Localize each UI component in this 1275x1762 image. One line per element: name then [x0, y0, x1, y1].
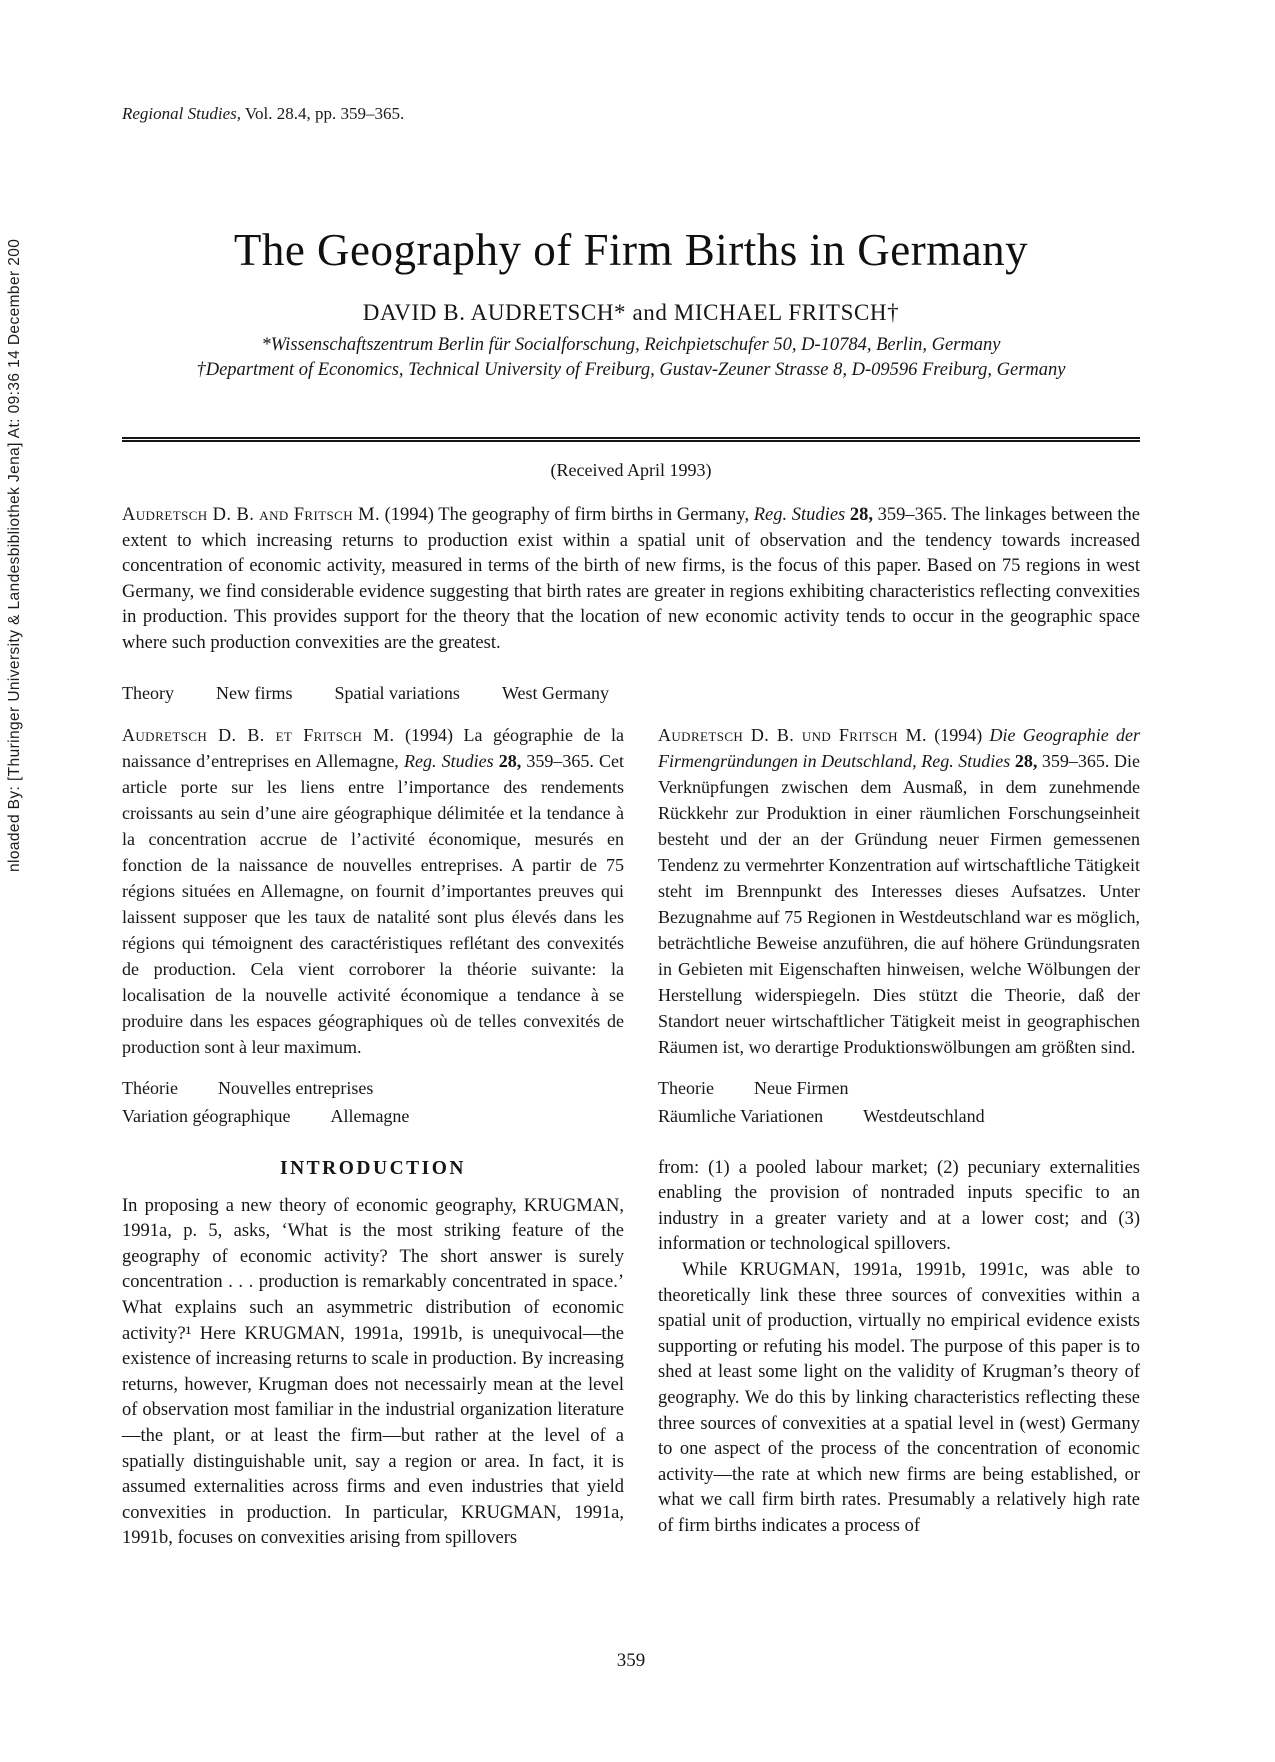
introduction-paragraph-right-2: While KRUGMAN, 1991a, 1991b, 1991c, was able to theoretically link these three sources of convexities within a spatial unit of production, virtually no empirical evidence exists supporting or refuting his model. The purpose of this paper is to shed at least some light on the validity of Krugman’s theory of geography. We do this by linking characteristics reflecting these three sources of convexities at a spatial level in (west) Germany to one aspect of the process of the concentration of economic activity—the rate at which new firms are being established, or what we call firm birth rates. Presumably a relatively high rate of firm births indicates a process of — [658, 1259, 1140, 1536]
abstract-german-journal: Reg. Studies — [921, 750, 1011, 771]
page-number: 359 — [616, 1650, 646, 1671]
abstract-french-cite: (1994) La géographie de la naissance d’entreprises en Allemagne, — [122, 724, 624, 771]
abstract-german-cite: (1994) — [926, 724, 990, 745]
translated-abstracts — [122, 722, 1140, 1130]
abstract-english-body: 359–365. The linkages between the extent to which increasing returns to production exist within a spatial unit of observation and the tendency towards increased concentration of economic activity, measured in terms of the birth of new firms, is the focus of this paper. Based on 75 regions in west Germany, we find considerable evidence suggesting that birth rates are greater in regions exhibiting characteristics reflecting convexities in production. This provides support for the theory that the location of new economic activity tends to occur in the geographic space where such production convexities are the greatest. — [122, 505, 1140, 653]
abstract-french-body: 359–365. Cet article porte sur les liens entre l’importance des rendements croissants au sein d’une aire géographique délimitée et la tendance à la concentration accrue de l’activité économique, mesurés en fonction de la naissance de nouvelles entreprises. A partir de 75 régions situées en Allemagne, on fournit d’importantes preuves qui laissent supposer que les taux de natalité sont plus élevés dans les régions qui témoignent des caractéristiques reflétant des convexités de production. Cela vient corroborer la théorie suivante: la localisation de la nouvelle activité économique a tendance à se produire dans les espaces géographiques où de telles convexités de production sont à leur maximum. — [122, 750, 624, 1057]
keywords-english — [122, 683, 1140, 704]
keyword: New firms — [215, 682, 293, 703]
keyword: Theory — [122, 682, 174, 703]
keyword: Nouvelles entreprises — [217, 1077, 374, 1098]
affiliation-1: *Wissenschaftszentrum Berlin für Socialforschung, Reichpietschufer 50, D-10784, Berlin, Germany — [261, 335, 1001, 355]
abstract-english-volume: 28, — [845, 505, 874, 525]
keyword: Westdeutschland — [863, 1105, 985, 1126]
keyword: Allemagne — [330, 1105, 410, 1126]
download-watermark: nloaded By: [Thuringer University & Landesbibliothek Jena] At: 09:36 14 December 200 — [6, 238, 23, 872]
abstract-german-title: Die Geographie der Firmengründungen in Deutschland, — [658, 724, 1140, 771]
received-date: (Received April 1993) — [550, 460, 712, 480]
introduction-right-column — [658, 1156, 1140, 1552]
abstract-english-authors: Audretsch D. B. and Fritsch M. — [122, 505, 380, 525]
journal-volume-pages: Vol. 28.4, pp. 359–365. — [240, 104, 405, 123]
journal-citation-line — [122, 104, 1140, 124]
abstract-german-body: 359–365. Die Verknüpfungen zwischen dem Ausmaß, in dem zunehmende Rückkehr zur Produktion in einer räumlichen Forschungseinheit besteht und der an der Gründung neuer Firmen gemessenen Tendenz zu vermehrter Konzentration auf wirtschaftliche Tätigkeit steht im Brennpunkt des Interesses dieses Aufsatzes. Unter Bezugnahme auf 75 Regionen in Westdeutschland war es möglich, beträchtliche Beweise anzuführen, die auf höhere Gründungsraten in Gebieten mit Eigenschaften hinweisen, welche Wölbungen der Herstellung widerspiegeln. Dies stützt die Theorie, daß der Standort neuer wirtschaftlicher Tätigkeit meist in geographischen Räumen ist, wo derartige Produktionswölbungen am größten sind. — [658, 750, 1140, 1057]
abstract-french-authors: Audretsch D. B. et Fritsch M. — [122, 724, 395, 745]
abstract-french-volume: 28, — [493, 750, 522, 771]
keyword: Théorie — [122, 1077, 178, 1098]
keywords-german-line2 — [658, 1102, 1140, 1130]
keyword: West Germany — [501, 682, 609, 703]
introduction-paragraph-left: In proposing a new theory of economic geography, KRUGMAN, 1991a, p. 5, asks, ‘What is the most striking feature of the geography of economic activity? The short answer is surely concentration . . . production is remarkably concentrated in space.’ What explains such an asymmetric distribution of economic activity?¹ Here KRUGMAN, 1991a, 1991b, is unequivocal—the existence of increasing returns to scale in production. By increasing returns, however, Krugman does not necessairly mean at the level of observation most familiar in the industrial organization literature—the plant, or at least the firm—but rather at the level of a spatially distinguishable unit, say a region or area. In fact, it is assumed externalities across firms and even industries that yield convexities in production. In particular, KRUGMAN, 1991a, 1991b, focuses on convexities arising from spillovers — [122, 1195, 624, 1549]
page-content — [122, 0, 1140, 1552]
abstract-french-column — [122, 722, 624, 1130]
abstract-german-authors: Audretsch D. B. und Fritsch M. — [658, 724, 927, 745]
keyword: Neue Firmen — [753, 1077, 849, 1098]
introduction-left-column — [122, 1156, 624, 1552]
introduction-heading: INTRODUCTION — [279, 1157, 467, 1179]
keywords-french-line1 — [122, 1074, 624, 1102]
abstract-german-volume: 28, — [1010, 750, 1038, 771]
journal-name: Regional Studies, — [122, 104, 241, 123]
keywords-french — [122, 1074, 624, 1130]
keywords-french-line2 — [122, 1102, 624, 1130]
keyword: Theorie — [658, 1077, 714, 1098]
double-rule-divider — [122, 437, 1140, 442]
abstract-german — [658, 722, 1140, 1060]
abstract-english-cite: (1994) The geography of firm births in Germany, — [379, 505, 754, 525]
introduction-paragraph-right-1: from: (1) a pooled labour market; (2) pecuniary externalities enabling the provision of nontraded inputs specific to an industry in a greater variety and at a lower cost; and (3) information or technological spillovers. — [658, 1157, 1140, 1255]
keywords-german-line1 — [658, 1074, 1140, 1102]
abstract-french — [122, 722, 624, 1060]
keyword: Räumliche Variationen — [658, 1105, 824, 1126]
authors-line: DAVID B. AUDRETSCH* and MICHAEL FRITSCH† — [362, 300, 900, 325]
keywords-german — [658, 1074, 1140, 1130]
affiliation-2: †Department of Economics, Technical University of Freiburg, Gustav-Zeuner Strasse 8, D-09596 Freiburg, Germany — [196, 360, 1066, 380]
keyword: Variation géographique — [122, 1105, 291, 1126]
abstract-german-column — [658, 722, 1140, 1130]
abstract-french-journal: Reg. Studies — [403, 750, 494, 771]
page-title: The Geography of Firm Births in Germany — [233, 225, 1029, 275]
abstract-english-journal: Reg. Studies — [753, 505, 846, 525]
introduction-section — [122, 1156, 1140, 1552]
abstract-english — [122, 503, 1140, 657]
keyword: Spatial variations — [334, 682, 460, 703]
